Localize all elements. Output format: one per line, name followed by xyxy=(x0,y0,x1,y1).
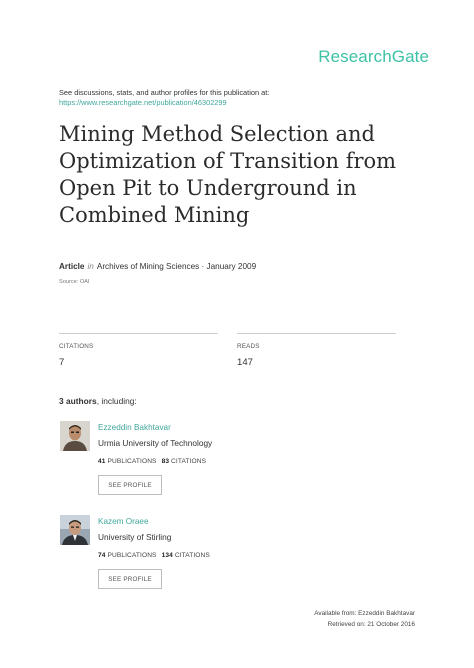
author-card xyxy=(60,421,380,501)
article-type: Article xyxy=(59,262,85,271)
title-line: Combined Mining xyxy=(59,203,250,227)
in-word: in xyxy=(87,262,94,271)
author-stats xyxy=(98,552,210,559)
see-profile-button[interactable]: SEE PROFILE xyxy=(98,475,162,495)
title-line: Mining Method Selection and xyxy=(59,122,375,146)
author-photo-icon xyxy=(60,421,90,451)
publications-count: 74 xyxy=(98,552,106,559)
reads-value: 147 xyxy=(237,357,254,368)
citations-divider xyxy=(59,333,218,334)
author-name-link[interactable]: Kazem Oraee xyxy=(98,517,149,526)
publications-count: 41 xyxy=(98,458,106,465)
source-label: Source: OAI xyxy=(59,279,90,285)
citations-count: 134 xyxy=(161,552,173,559)
author-photo-icon xyxy=(60,515,90,545)
available-from: Available from: Ezzeddin Bakhtavar xyxy=(314,610,415,617)
citations-label: CITATIONS xyxy=(171,458,207,465)
author-stats xyxy=(98,458,206,465)
citations-label: CITATIONS xyxy=(59,343,94,350)
title-line: Open Pit to Underground in xyxy=(59,176,357,200)
discussion-notice xyxy=(59,88,269,108)
authors-heading xyxy=(59,396,137,406)
authors-suffix: , including: xyxy=(96,396,137,406)
avatar[interactable] xyxy=(60,421,90,451)
authors-count: 3 authors xyxy=(59,396,97,406)
citations-value: 7 xyxy=(59,357,65,368)
publication-link[interactable]: https://www.researchgate.net/publication/46302299 xyxy=(59,98,227,107)
footer-info xyxy=(314,608,415,630)
title-line: Optimization of Transition from xyxy=(59,149,397,173)
publication-meta xyxy=(59,262,256,271)
researchgate-logo[interactable]: ResearchGate xyxy=(318,47,429,66)
publications-label: PUBLICATIONS xyxy=(107,458,157,465)
author-card xyxy=(60,515,380,595)
citations-label: CITATIONS xyxy=(174,552,210,559)
citations-count: 83 xyxy=(161,458,170,465)
avatar[interactable] xyxy=(60,515,90,545)
paper-title xyxy=(59,121,419,229)
author-name-link[interactable]: Ezzeddin Bakhtavar xyxy=(98,423,171,432)
see-profile-button[interactable]: SEE PROFILE xyxy=(98,569,162,589)
venue-date: Archives of Mining Sciences · January 2009 xyxy=(96,262,257,271)
reads-label: READS xyxy=(237,343,260,350)
retrieved-on: Retrieved on: 21 October 2016 xyxy=(327,621,415,628)
discussion-text: See discussions, stats, and author profiles for this publication at: xyxy=(59,88,270,97)
author-affiliation: University of Stirling xyxy=(98,532,172,542)
author-affiliation: Urmia University of Technology xyxy=(98,438,213,448)
publications-label: PUBLICATIONS xyxy=(107,552,157,559)
reads-divider xyxy=(237,333,396,334)
